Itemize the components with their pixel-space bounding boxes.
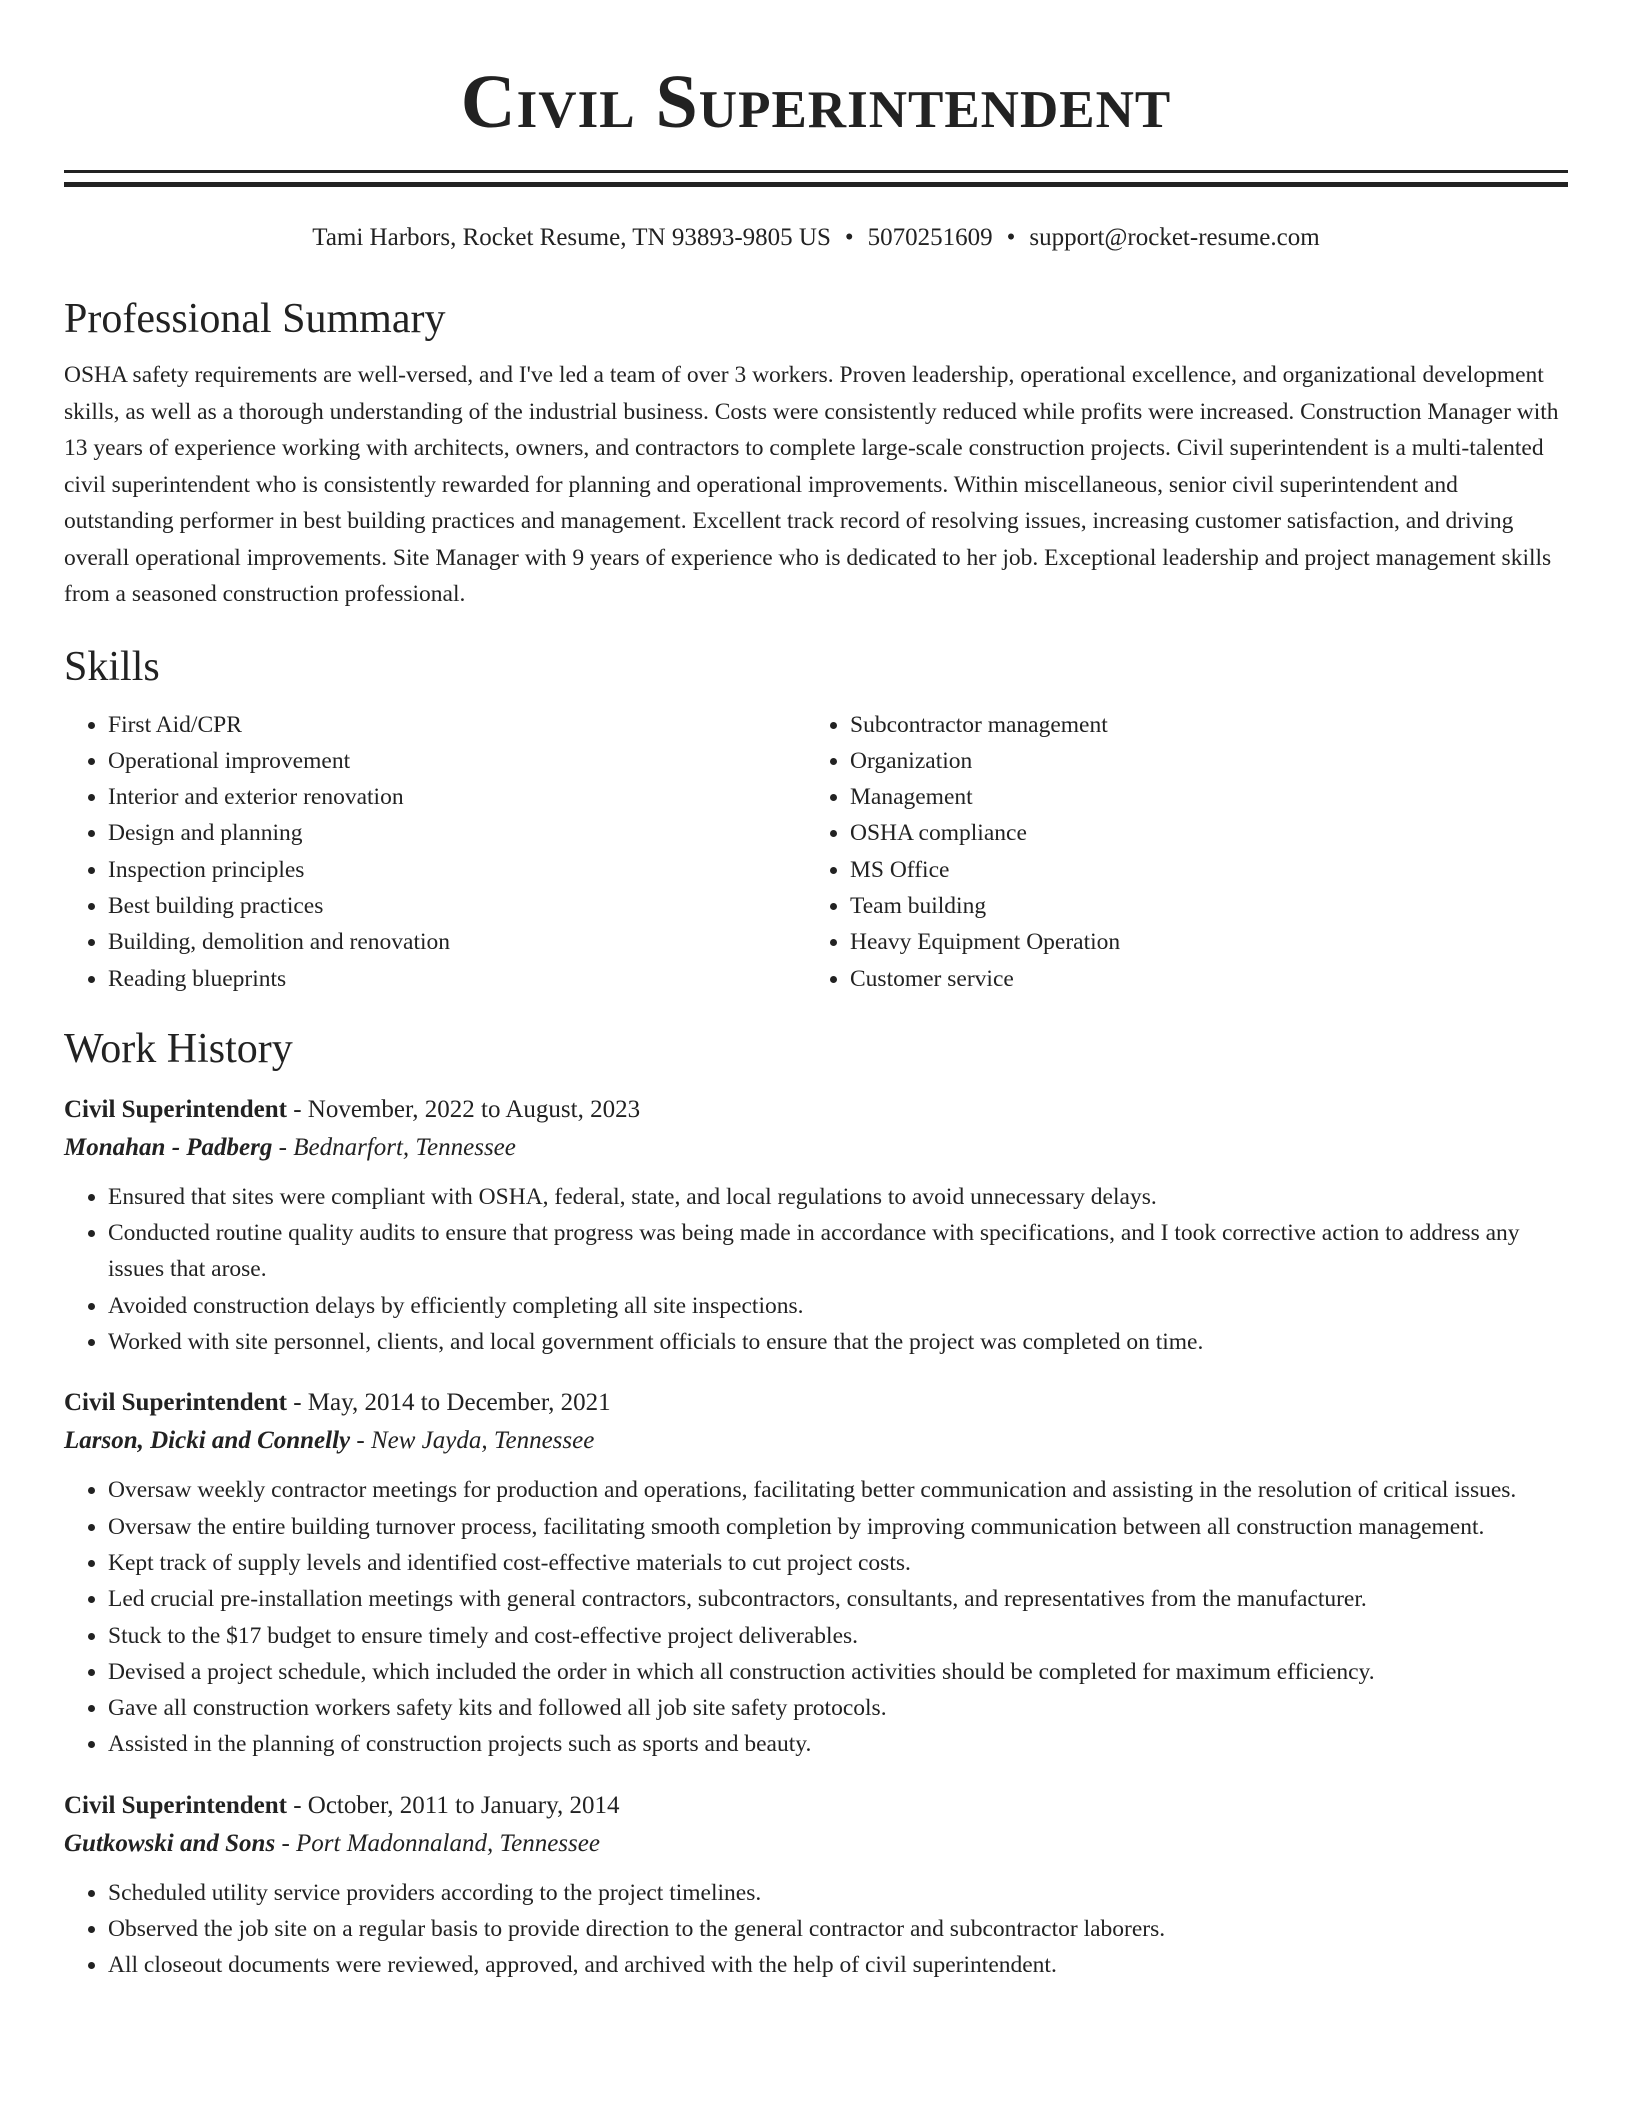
job-dash: -	[286, 1095, 308, 1123]
contact-line	[64, 221, 1568, 255]
skill-item: • Customer service	[850, 961, 1548, 997]
skill-item: • Best building practices	[108, 888, 806, 924]
job-bullet: • Gave all construction workers safety kits and followed all job site safety protocols.	[108, 1690, 1568, 1726]
job-bullet: • Oversaw weekly contractor meetings for production and operations, facilitating better communication and assisting in the resolution of critical issues.	[108, 1472, 1568, 1508]
job-bullet: • All closeout documents were reviewed, approved, and archived with the help of civil superintendent.	[108, 1947, 1568, 1983]
skill-item: • Inspection principles	[108, 852, 806, 888]
job-company-line	[64, 1422, 1568, 1460]
skills-list-right	[806, 707, 1548, 997]
title-divider	[64, 170, 1568, 187]
contact-separator: •	[1006, 224, 1016, 251]
skill-item: • Heavy Equipment Operation	[850, 924, 1548, 960]
contact-address: Tami Harbors, Rocket Resume, TN 93893-9805 US	[312, 224, 831, 251]
job-bullets	[64, 1179, 1568, 1360]
job-entry	[64, 1787, 1568, 1984]
skill-item: • Interior and exterior renovation	[108, 779, 806, 815]
job-dash: -	[286, 1389, 308, 1417]
job-bullets	[64, 1875, 1568, 1984]
job-bullet: • Observed the job site on a regular basis to provide direction to the general contractor and subcontractor laborers.	[108, 1911, 1568, 1947]
job-bullet: • Ensured that sites were compliant with OSHA, federal, state, and local regulations to avoid unnecessary delays.	[108, 1179, 1568, 1215]
job-bullet: • Oversaw the entire building turnover process, facilitating smooth completion by improving communication between all construction management.	[108, 1509, 1568, 1545]
job-dates: May, 2014 to December, 2021	[307, 1389, 611, 1417]
job-bullet: • Assisted in the planning of construction projects such as sports and beauty.	[108, 1726, 1568, 1762]
job-location: Bednarfort, Tennessee	[293, 1133, 516, 1161]
job-bullet: • Led crucial pre-installation meetings with general contractors, subcontractors, consultants, and representatives from the manufacturer.	[108, 1581, 1568, 1617]
job-bullet: • Kept track of supply levels and identified cost-effective materials to cut project costs.	[108, 1545, 1568, 1581]
job-title-line	[64, 1091, 1568, 1129]
skill-item: • Building, demolition and renovation	[108, 924, 806, 960]
skill-item: • Subcontractor management	[850, 707, 1548, 743]
job-company-line	[64, 1129, 1568, 1167]
skills-heading: Skills	[64, 643, 160, 690]
work-history-heading: Work History	[64, 1025, 293, 1072]
job-location: Port Madonnaland, Tennessee	[296, 1829, 600, 1857]
resume-title: Civil Superintendent	[460, 60, 1172, 144]
job-title: Civil Superintendent	[64, 1791, 287, 1819]
skill-item: • MS Office	[850, 852, 1548, 888]
contact-phone: 5070251609	[867, 224, 993, 251]
job-bullet: • Conducted routine quality audits to ensure that progress was being made in accordance with specifications, and I took corrective action to address any issues that arose.	[108, 1215, 1568, 1288]
job-entry	[64, 1091, 1568, 1360]
job-title-line	[64, 1787, 1568, 1825]
skill-item: • Design and planning	[108, 815, 806, 851]
job-location: New Jayda, Tennessee	[370, 1427, 595, 1455]
job-dates: October, 2011 to January, 2014	[307, 1791, 620, 1819]
skills-section	[64, 707, 1568, 997]
skills-list-left	[64, 707, 806, 997]
skill-item: • Management	[850, 779, 1548, 815]
job-bullet: • Avoided construction delays by efficiently completing all site inspections.	[108, 1288, 1568, 1324]
job-dash: -	[286, 1791, 308, 1819]
job-dash: -	[272, 1133, 294, 1161]
job-title: Civil Superintendent	[64, 1095, 287, 1123]
job-entry	[64, 1384, 1568, 1762]
job-company: Gutkowski and Sons	[64, 1829, 276, 1857]
contact-email: support@rocket-resume.com	[1029, 224, 1320, 251]
job-bullet: • Devised a project schedule, which included the order in which all construction activities should be completed for maximum efficiency.	[108, 1654, 1568, 1690]
job-bullet: • Stuck to the $17 budget to ensure timely and cost-effective project deliverables.	[108, 1618, 1568, 1654]
job-bullets	[64, 1472, 1568, 1762]
contact-separator: •	[844, 224, 854, 251]
skill-item: • OSHA compliance	[850, 815, 1548, 851]
summary-text: OSHA safety requirements are well-versed, and I've led a team of over 3 workers. Proven leadership, operational excellence, and organizational development skills, as well as a thorough understanding of the industrial business. Costs were consistently reduced while profits were increased. Construction Manager with 13 years of experience working with architects, owners, and contractors to complete large-scale construction projects. Civil superintendent is a multi-talented civil superintendent who is consistently rewarded for planning and operational improvements. Within miscellaneous, senior civil superintendent and outstanding performer in best building practices and management. Excellent track record of resolving issues, increasing customer satisfaction, and driving overall operational improvements. Site Manager with 9 years of experience who is dedicated to her job. Exceptional leadership and project management skills from a seasoned construction professional.	[64, 362, 1559, 607]
skill-item: • Operational improvement	[108, 743, 806, 779]
job-dash: -	[350, 1427, 371, 1455]
skill-item: • Reading blueprints	[108, 961, 806, 997]
job-dates: November, 2022 to August, 2023	[307, 1095, 641, 1123]
job-bullet: • Scheduled utility service providers according to the project timelines.	[108, 1875, 1568, 1911]
job-company-line	[64, 1825, 1568, 1863]
summary-heading: Professional Summary	[64, 296, 446, 342]
skill-item: • Team building	[850, 888, 1548, 924]
skill-item: • Organization	[850, 743, 1548, 779]
job-bullet: • Worked with site personnel, clients, and local government officials to ensure that the project was completed on time.	[108, 1324, 1568, 1360]
job-dash: -	[275, 1829, 297, 1857]
skill-item: • First Aid/CPR	[108, 707, 806, 743]
job-company: Monahan - Padberg	[64, 1133, 273, 1161]
job-title: Civil Superintendent	[64, 1389, 287, 1417]
job-company: Larson, Dicki and Connelly	[64, 1427, 351, 1455]
job-title-line	[64, 1384, 1568, 1422]
